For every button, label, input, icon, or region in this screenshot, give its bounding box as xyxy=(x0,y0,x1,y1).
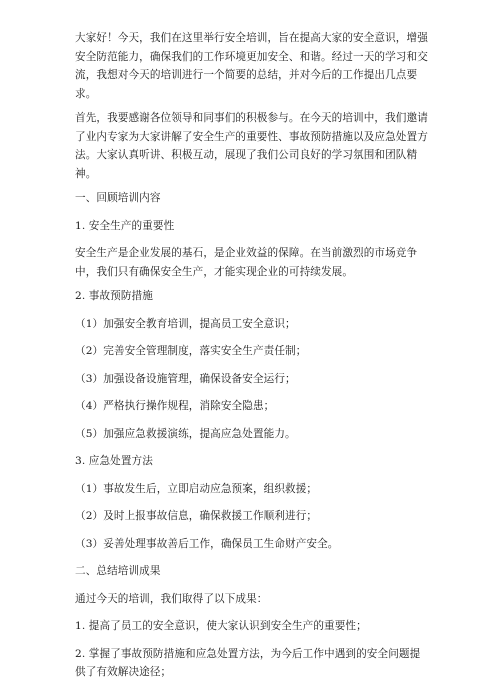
list-item: （1）事故发生后，立即启动应急预案，组织救援； xyxy=(75,482,318,495)
document-body xyxy=(75,29,430,688)
list-item: （1）加强安全教育培训，提高员工安全意识； xyxy=(75,317,296,330)
list-item: 1. 提高了员工的安全意识，使大家认识到安全生产的重要性； xyxy=(75,620,367,632)
list-item: （3）妥善处理事故善后工作，确保员工生命财产安全。 xyxy=(75,537,339,550)
subheading-prevention: 2. 事故预防措施 xyxy=(75,290,153,302)
list-item: （4）严格执行操作规程，消除安全隐患； xyxy=(75,400,275,412)
list-item: 2. 掌握了事故预防措施和应急处置方法，为今后工作中遇到的安全问题提供了有效解决途径； xyxy=(75,647,421,678)
section-heading-results: 二、总结培训成果 xyxy=(75,565,161,577)
list-item: （2）及时上报事故信息，确保救援工作顺利进行； xyxy=(75,510,318,522)
intro-paragraph: 大家好！今天，我们在这里举行安全培训，旨在提高大家的安全意识，增强安全防范能力，确保我们的工作环境更加安全、和谐。经过一天的学习和交流，我想对今天的培训进行一个简要的总结，并对今后的工作提出几点要求。 xyxy=(75,32,428,100)
subheading-emergency: 3. 应急处置方法 xyxy=(75,455,153,467)
thanks-paragraph: 首先，我要感谢各位领导和同事们的积极参与。在今天的培训中，我们邀请了业内专家为大家讲解了安全生产的重要性、事故预防措施以及应急处置方法。大家认真听讲、积极互动，展现了我们公司良好的学习氛围和团队精神。 xyxy=(75,112,428,180)
list-item: （5）加强应急救援演练，提高应急处置能力。 xyxy=(75,427,296,440)
subheading-importance: 1. 安全生产的重要性 xyxy=(75,219,175,232)
results-intro: 通过今天的培训，我们取得了以下成果： xyxy=(75,592,268,605)
section-heading-review: 一、回顾培训内容 xyxy=(75,192,161,204)
importance-paragraph: 安全生产是企业发展的基石，是企业效益的保障。在当前激烈的市场竞争中，我们只有确保安全生产，才能实现企业的可持续发展。 xyxy=(75,247,418,278)
list-item: （3）加强设备设施管理，确保设备安全运行； xyxy=(75,372,296,385)
list-item: （2）完善安全管理制度，落实安全生产责任制； xyxy=(75,345,307,357)
